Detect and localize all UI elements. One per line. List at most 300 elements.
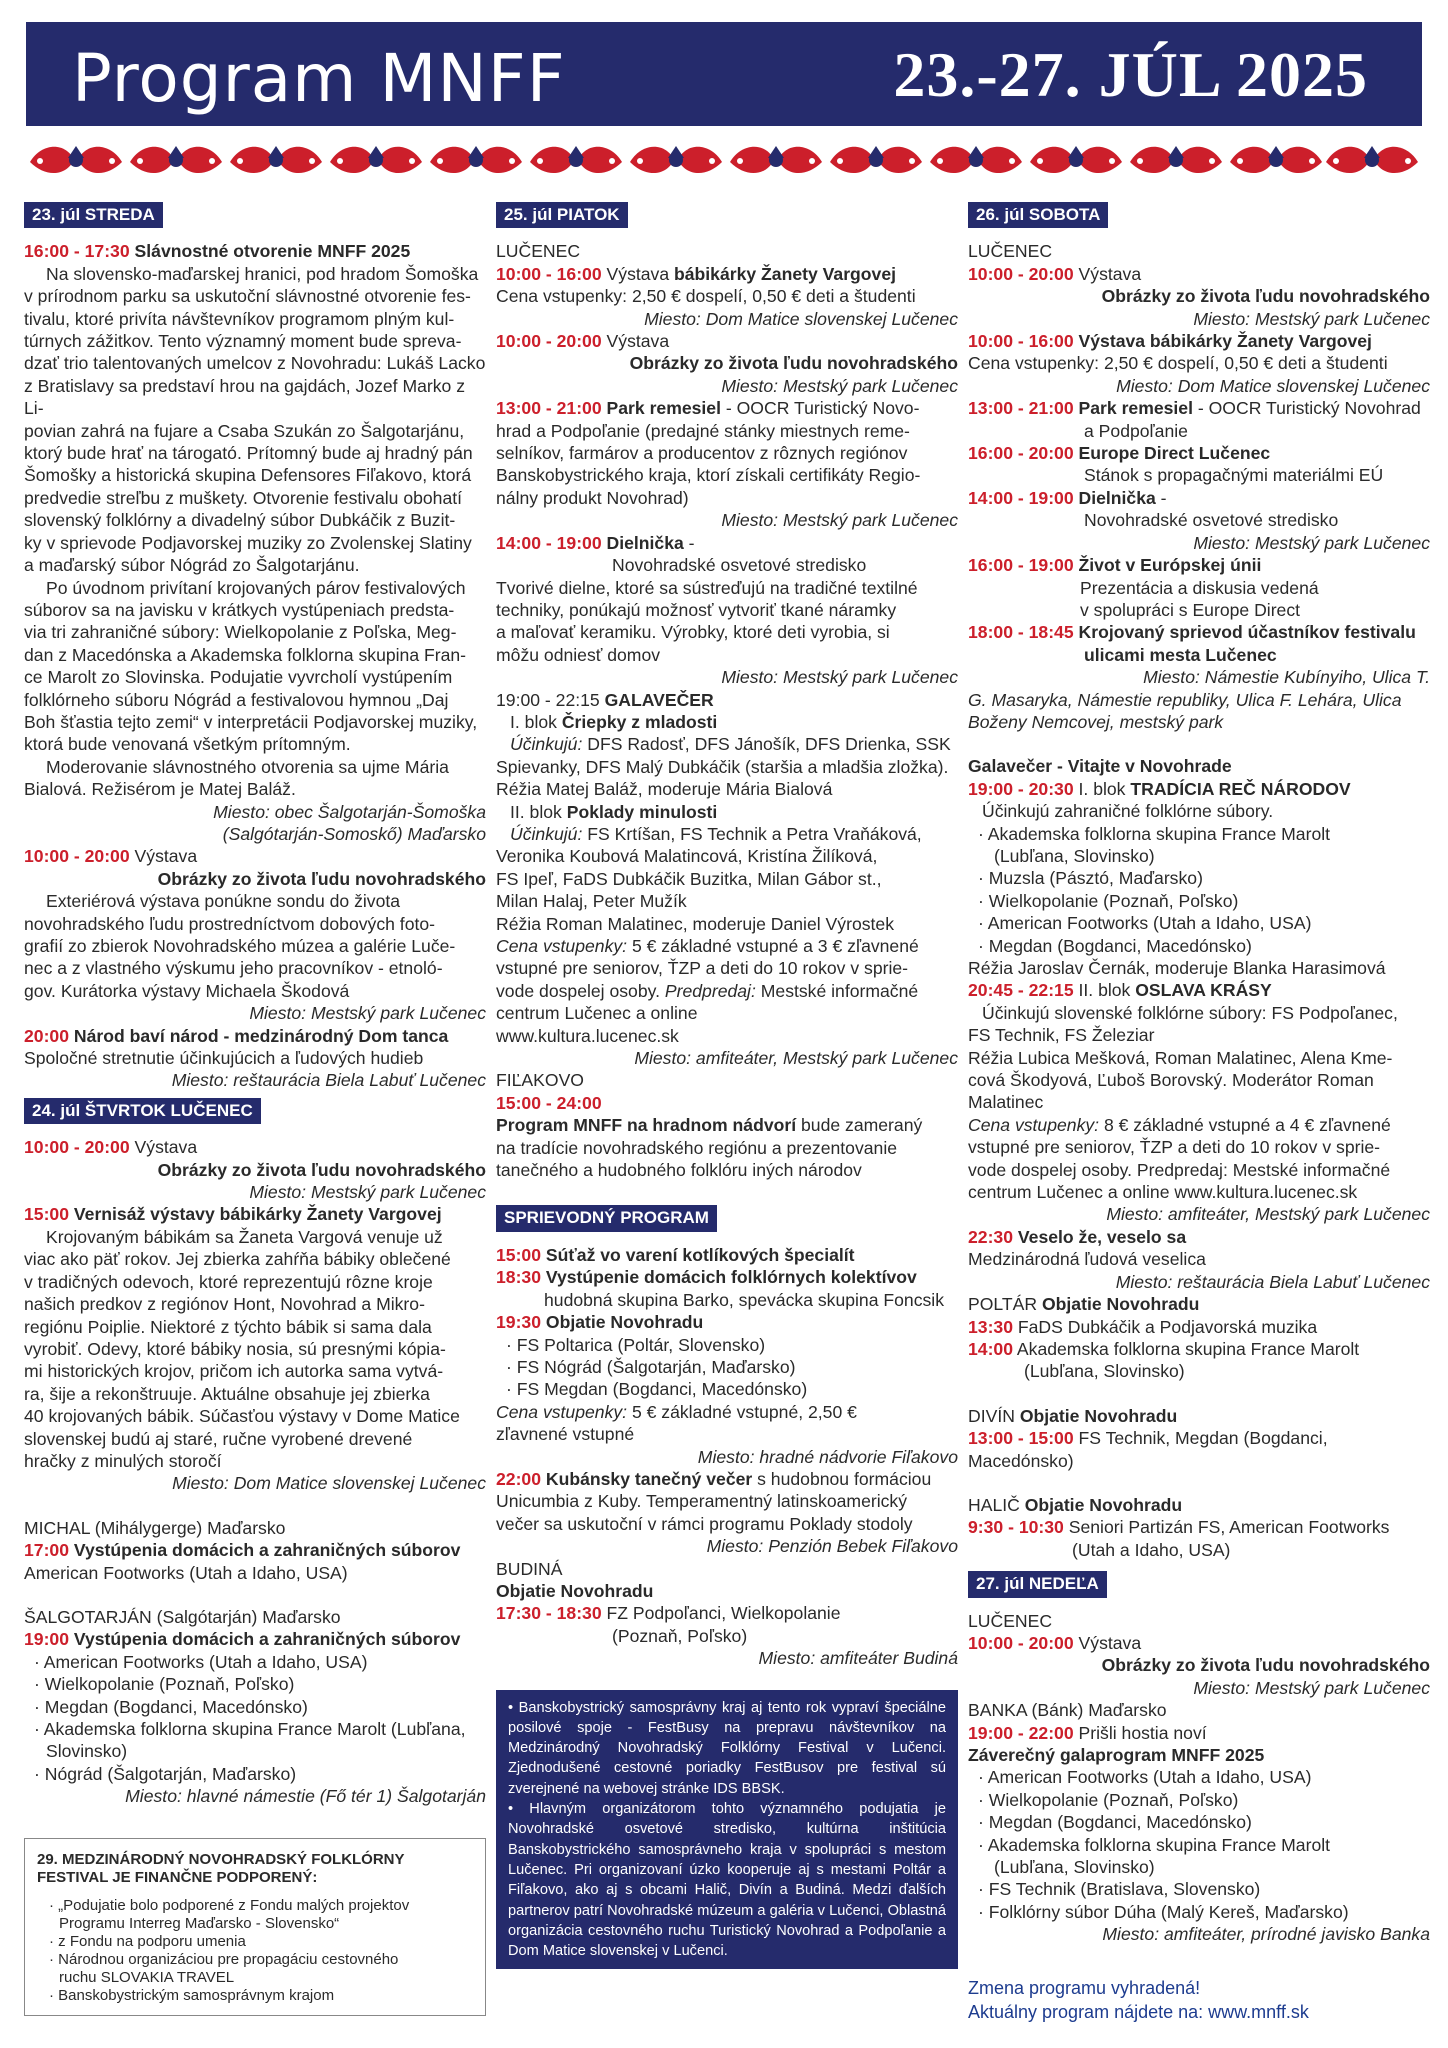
text-day27-e2-list-5: FS Technik (Bratislava, Slovensko) bbox=[988, 1879, 1261, 1900]
text-day26-price-3: vode dospelej osoby. Predpredaj: Mestské informačné bbox=[968, 1159, 1391, 1180]
text-accomp-a1-title: Súťaž vo varení kotlíkových špecialít bbox=[545, 1244, 855, 1265]
text-day26-b2-sub-1: FS Technik, FS Železiar bbox=[968, 1025, 1155, 1046]
text-day25-e4-place: Miesto: Mestský park Lučenec bbox=[721, 667, 958, 688]
text-day23-e2-desc-0: Exteriérová výstava ponúkne sondu do života bbox=[46, 891, 401, 912]
text-day23-e2-title: Obrázky zo života ľudu novohradského bbox=[157, 868, 486, 889]
text-line bbox=[496, 1401, 958, 1423]
text-day23-e1-p1-6: povian zahrá na fujare a Csaba Szukán zo Šalgotarjánu, bbox=[24, 420, 465, 441]
text-line bbox=[968, 1494, 1430, 1516]
text-support-title-1: FESTIVAL JE FINANČNE PODPORENÝ: bbox=[37, 1868, 318, 1886]
text-day25-e1-place: Miesto: Dom Matice slovenskej Lučenec bbox=[644, 308, 958, 329]
text-day23-e1-p1-10: slovenský folklórny a divadelný súbor Dubkáčik z Buzit- bbox=[24, 510, 456, 531]
text-line bbox=[37, 1851, 473, 1887]
text-day26-b1-list-0: Akademska folklorna skupina France Marolt bbox=[987, 823, 1331, 844]
text-day25-price-3: vode dospelej osoby. bbox=[496, 980, 660, 1001]
text-day24-e2-desc-0: Krojovaným bábikám sa Žaneta Vargová venuje už bbox=[46, 1226, 443, 1247]
text-day26-e4-title: Europe Direct Lučenec bbox=[1078, 443, 1271, 464]
text-day27-e2-place: Miesto: amfiteáter, prírodné javisko Banka bbox=[1102, 1924, 1430, 1945]
text-day26-p1-desc: FaDS Dubkáčik a Podjavorská muzika bbox=[1017, 1316, 1318, 1337]
text-support-items-4: ruchu SLOVAKIA TRAVEL bbox=[59, 1968, 235, 1986]
text-day26-divin-desc: FS Technik, Megdan (Bogdanci, Macedónsko) bbox=[968, 1428, 1328, 1471]
text-day23-e1-p2-3: dan z Macedónska a Akademska folklorna skupina Fran- bbox=[24, 644, 467, 665]
text-day27-e1-title: Obrázky zo života ľudu novohradského bbox=[1101, 1655, 1430, 1676]
text-day25-b2-dir: Réžia Roman Malatinec, moderuje Daniel Výrostek bbox=[496, 913, 894, 934]
text-line bbox=[968, 1516, 1430, 1538]
text-line bbox=[968, 1632, 1430, 1654]
text-day26-town1: LUČENEC bbox=[968, 241, 1053, 262]
text-day23-e2-label: Výstava bbox=[134, 846, 198, 867]
text-day25-gala-time: 19:00 - 22:15 bbox=[496, 689, 600, 710]
text-day24-e1-place: Miesto: Mestský park Lučenec bbox=[249, 1182, 486, 1203]
text-day24-michal-title: Vystúpenia domácich a zahraničných súborov bbox=[73, 1540, 461, 1561]
text-day24-e2-desc-6: mi historických krojov, pričom ich autorka sama vytvá- bbox=[24, 1361, 444, 1382]
text-day24-e2-desc-3: našich predkov z regiónov Hont, Novohrad a Mikro- bbox=[24, 1294, 425, 1315]
text-day26-p2-desc-1: (Lubľana, Slovinsko) bbox=[1024, 1361, 1185, 1382]
text-footer-l1: Zmena programu vyhradená! bbox=[968, 1977, 1201, 1998]
text-day26-b2-dir-2: Malatinec bbox=[968, 1092, 1044, 1113]
text-day27-e2-list-2: Megdan (Bogdanci, Macedónsko) bbox=[988, 1812, 1252, 1833]
text-support-items-2: z Fondu na podporu umenia bbox=[58, 1932, 246, 1950]
text-day24-e1-label: Výstava bbox=[134, 1137, 198, 1158]
text-accomp-a4-desc-0: s hudobnou formáciou bbox=[757, 1468, 932, 1489]
text-day26-e4-desc: Stánok s propagačnými materiálmi EÚ bbox=[1084, 465, 1384, 486]
text-day27-e1-label: Výstava bbox=[1078, 1632, 1142, 1653]
text-day23-e2-time: 10:00 - 20:00 bbox=[24, 846, 130, 867]
text-day26-halic-title: Objatie Novohradu bbox=[1024, 1494, 1183, 1515]
text-line bbox=[968, 263, 1430, 285]
text-day25-e4-sub: Novohradské osvetové stredisko bbox=[612, 555, 867, 576]
text-line: · Wielkopolanie (Poznaň, Poľsko) bbox=[34, 1674, 295, 1695]
text-day25-e4-desc-1: techniky, ponúkajú možnosť vytvoriť tkané náramky bbox=[496, 599, 897, 620]
text-day25-f-desc-1: na tradície novohradského regiónu a prezentovanie bbox=[496, 1137, 898, 1158]
accompanying-program-tag: SPRIEVODNÝ PROGRAM bbox=[496, 1205, 717, 1231]
text-day25-e3-desc-4: nálny produkt Novohrad) bbox=[496, 487, 689, 508]
text-day26-poltar-town: POLTÁR bbox=[968, 1294, 1038, 1315]
text-line bbox=[496, 1244, 958, 1266]
text-day25-gala-title: GALAVEČER bbox=[604, 689, 714, 710]
text-day25-e3-desc-2: selníkov, farmárov a producentov z rôznych regiónov bbox=[496, 443, 908, 464]
text-day25-e2-place: Miesto: Mestský park Lučenec bbox=[721, 375, 958, 396]
text-day25-f-desc-2: tanečného a hudobného folklóru iných národov bbox=[496, 1160, 862, 1181]
text-day26-e5-desc: Novohradské osvetové stredisko bbox=[1084, 510, 1339, 531]
text-line bbox=[968, 1226, 1430, 1248]
text-day26-e3-title: Park remesiel bbox=[1078, 398, 1193, 419]
text-day24-e2-desc-4: regiónu Poiplie. Niektoré z týchto bábik si sama dala bbox=[24, 1316, 432, 1337]
text-day26-v-desc: Medzinárodná ľudová veselica bbox=[968, 1249, 1206, 1270]
text-day26-b1: I. blok bbox=[1078, 778, 1126, 799]
text-day25-price-7: www.kultura.lucenec.sk bbox=[496, 1025, 679, 1046]
text-line bbox=[968, 554, 1430, 576]
text-day26-gala: Galavečer - Vitajte v Novohrade bbox=[968, 756, 1232, 777]
text-line bbox=[24, 1628, 486, 1650]
column-middle bbox=[496, 200, 958, 1969]
text-day26-b2-title: OSLAVA KRÁSY bbox=[1135, 980, 1272, 1001]
text-day27-town1: LUČENEC bbox=[968, 1610, 1053, 1631]
text-day23-e1-p1-5: z Bratislavy sa predstaví hrou na gajdách, Jozef Marko z Li- bbox=[24, 375, 466, 419]
text-day25-e4-desc-2: a maľovať keramiku. Výrobky, ktoré deti vyrobia, si bbox=[496, 622, 890, 643]
text-day25-e2-time: 10:00 - 20:00 bbox=[496, 331, 602, 352]
text-line bbox=[496, 689, 958, 711]
text-support-items-3: Národnou organizáciou pre propagáciu cestovného bbox=[58, 1950, 399, 1968]
text-day26-poltar-title: Objatie Novohradu bbox=[1041, 1294, 1200, 1315]
day-tag-23: 23. júl STREDA bbox=[24, 202, 163, 228]
text-day24-e2-desc-1: viac ako päť rokov. Jej zbierka zahŕňa bábiky oblečené bbox=[24, 1249, 451, 1270]
text-day23-e1-p2-6: Boh šťastia tejto zemi“ v interpretácii Podjavorskej muziky, bbox=[24, 711, 478, 732]
text-line bbox=[496, 1266, 958, 1288]
text-day23-e2-place: Miesto: Mestský park Lučenec bbox=[249, 1003, 486, 1024]
text-support-items-1: Programu Interreg Maďarsko - Slovensko“ bbox=[59, 1914, 340, 1932]
text-day25-price-4: Predpredaj: bbox=[664, 980, 756, 1001]
text-line bbox=[968, 442, 1430, 464]
text-line: · Megdan (Bogdanci, Macedónsko) bbox=[978, 1812, 1252, 1833]
text-accomp-a4-desc-2: večer sa uskutoční v rámci programu Poklady stodoly bbox=[496, 1513, 913, 1534]
text-day23-e1-time: 16:00 - 17:30 bbox=[24, 241, 130, 262]
text-day25-e3-place: Miesto: Mestský park Lučenec bbox=[721, 510, 958, 531]
text-day24-salg-town: ŠALGOTARJÁN (Salgótarján) Maďarsko bbox=[24, 1606, 341, 1627]
text-line bbox=[496, 980, 958, 1002]
text-accomp-a3-place: Miesto: hradné nádvorie Fiľakovo bbox=[697, 1446, 958, 1467]
text-line: · American Footworks (Utah a Idaho, USA) bbox=[978, 1767, 1312, 1788]
text-accomp-a2-time: 18:30 bbox=[496, 1267, 541, 1288]
text-accomp-budina-town: BUDINÁ bbox=[496, 1558, 563, 1579]
text-line bbox=[496, 823, 958, 845]
text-day23-e1-p1-7: ktorý bude hrať na tárogató. Prítomný bude aj hradný pán bbox=[24, 443, 473, 464]
text-day27-e2-list-0: American Footworks (Utah a Idaho, USA) bbox=[987, 1767, 1312, 1788]
text-day25-b2-part-0: Účinkujú: bbox=[510, 823, 583, 844]
text-day26-b1-time: 19:00 - 20:30 bbox=[968, 778, 1074, 799]
day-tag-27: 27. júl NEDEĽA bbox=[968, 1571, 1107, 1597]
text-day26-b1-list-3: Wielkopolanie (Poznaň, Poľsko) bbox=[988, 890, 1239, 911]
sponsor-box bbox=[24, 1838, 486, 2016]
text-line: 14:00 - 19:00 Dielnička - bbox=[496, 532, 695, 553]
text-day25-town2: FIĽAKOVO bbox=[496, 1070, 584, 1091]
text-day24-e2-desc-10: hračky z minulých storočí bbox=[24, 1450, 222, 1471]
text-day25-e4-desc-0: Tvorivé dielne, ktoré sa sústreďujú na tradičné textilné bbox=[496, 577, 918, 598]
text-day27-e2-list-1: Wielkopolanie (Poznaň, Poľsko) bbox=[988, 1789, 1239, 1810]
text-accomp-a3-list-1: FS Nógrád (Šalgotarján, Maďarsko) bbox=[516, 1356, 796, 1377]
text-day23-e1-p2-4: ce Marolt zo Slovinska. Podujatie vyvrcholí vystúpením bbox=[24, 667, 453, 688]
text-line bbox=[496, 263, 958, 285]
text-day24-e2-place: Miesto: Dom Matice slovenskej Lučenec bbox=[172, 1473, 486, 1494]
text-support-items-0: „Podujatie bolo podporené z Fondu malých projektov bbox=[58, 1896, 410, 1914]
text-day24-salg-time: 19:00 bbox=[24, 1629, 69, 1650]
text-day25-e1-price: Cena vstupenky: 2,50 € dospelí, 0,50 € deti a študenti bbox=[496, 286, 916, 307]
text-day26-v-time: 22:30 bbox=[968, 1226, 1013, 1247]
text-day27-e2-time: 19:00 - 22:00 bbox=[968, 1722, 1074, 1743]
text-accomp-a4-title: Kubánsky tanečný večer bbox=[545, 1468, 753, 1489]
text-day27-banka-town: BANKA (Bánk) Maďarsko bbox=[968, 1700, 1167, 1721]
day-tag-25: 25. júl PIATOK bbox=[496, 202, 628, 228]
text-day27-e1-time: 10:00 - 20:00 bbox=[968, 1632, 1074, 1653]
text-day26-b2-sub-0: Účinkujú slovenské folklórne súbory: FS Podpoľanec, bbox=[982, 1002, 1398, 1023]
day-tag-26: 26. júl SOBOTA bbox=[968, 202, 1108, 228]
text-day26-e7-time: 18:00 - 18:45 bbox=[968, 622, 1074, 643]
text-accomp-a4-place: Miesto: Penzión Bebek Fiľakovo bbox=[706, 1536, 958, 1557]
text-accomp-a2-title: Vystúpenie domácich folklórnych kolektívov bbox=[545, 1267, 917, 1288]
text-day23-e1-p1-11: ky v sprievode Podjavorskej muziky zo Zvolenskej Slatiny bbox=[24, 532, 472, 553]
text-day26-e1-time: 10:00 - 20:00 bbox=[968, 263, 1074, 284]
text-day23-e1-p1-12: a maďarský súbor Nógrád zo Šalgotarjánu. bbox=[24, 555, 360, 576]
text-accomp-budina-title: Objatie Novohradu bbox=[496, 1580, 654, 1601]
text-day25-e3-desc-3: Banskobystrického kraja, ktorí získali certifikáty Regio- bbox=[496, 465, 921, 486]
text-line bbox=[24, 1136, 486, 1158]
text-day23-e1-p1-0: Na slovensko-maďarskej hranici, pod hradom Šomoška bbox=[46, 263, 479, 284]
text-day26-halic-time: 9:30 - 10:30 bbox=[968, 1517, 1064, 1538]
text-accomp-a4-desc-1: Unicumbia z Kuby. Temperamentný latinskoamerický bbox=[496, 1491, 908, 1512]
text-day24-e2-time: 15:00 bbox=[24, 1204, 69, 1225]
text-day26-e7-title2: ulicami mesta Lučenec bbox=[1084, 644, 1277, 665]
text-day26-b1-title: TRADÍCIA REČ NÁRODOV bbox=[1130, 778, 1351, 799]
text-day23-e3-time: 20:00 bbox=[24, 1025, 69, 1046]
text-day23-e1-place-1: (Salgótarján-Somoskő) Maďarsko bbox=[222, 823, 486, 844]
text-day27-e2-list-4: (Lubľana, Slovinsko) bbox=[994, 1857, 1155, 1878]
text-line bbox=[496, 397, 958, 419]
text-day25-b2-part-3: FS Ipeľ, FaDS Dubkáčik Buzitka, Milan Gábor st., bbox=[496, 868, 882, 889]
text-day23-e1-title: Slávnostné otvorenie MNFF 2025 bbox=[134, 241, 411, 262]
text-day23-e1-p2-1: súborov sa na javisku v krátkych vystúpeniach predsta- bbox=[24, 599, 455, 620]
text-day23-e1-p1-2: tivalu, ktoré privíta návštevníkov programom plným kul- bbox=[24, 308, 455, 329]
text-line bbox=[24, 1025, 486, 1047]
text-line: · Národnou organizáciou pre propagáciu cestovného bbox=[49, 1950, 399, 1968]
text-day26-divin-title: Objatie Novohradu bbox=[1019, 1405, 1178, 1426]
day-tag-24: 24. júl ŠTVRTOK LUČENEC bbox=[24, 1098, 261, 1124]
text-day24-e2-desc-7: ra, šije a rekonštruuje. Aktuálne obsahuje jej zbierka bbox=[24, 1383, 430, 1404]
text-day27-e2-list-6: Folklórny súbor Dúha (Malý Kereš, Maďarsko) bbox=[988, 1901, 1349, 1922]
text-day25-price-1: 5 € základné vstupné a 3 € zľavnené bbox=[631, 936, 919, 956]
text-line: · Muzsla (Pásztó, Maďarsko) bbox=[978, 868, 1203, 889]
text-day26-e5-place: Miesto: Mestský park Lučenec bbox=[1193, 532, 1430, 553]
text-line bbox=[968, 1405, 1430, 1427]
text-day23-e1-p1-8: Šomošky a historická skupina Defensores Fiľakovo, ktorá bbox=[24, 465, 472, 486]
text-day23-e1-p3-0: Moderovanie slávnostného otvorenia sa ujme Mária bbox=[46, 756, 449, 777]
text-day26-price-4: centrum Lučenec a online www.kultura.lucenec.sk bbox=[968, 1182, 1358, 1203]
text-day25-e3-time: 13:00 - 21:00 bbox=[496, 398, 602, 419]
text-line bbox=[968, 1293, 1430, 1315]
text-line: · FS Technik (Bratislava, Slovensko) bbox=[978, 1879, 1261, 1900]
text-day25-e3-title: Park remesiel bbox=[606, 398, 721, 419]
folk-ornament-border bbox=[26, 138, 1422, 184]
text-day26-b1-list-1: (Lubľana, Slovinsko) bbox=[994, 845, 1155, 866]
text-line: 14:00 - 19:00 Dielnička - bbox=[968, 487, 1167, 508]
text-day27-e2-list-3: Akademska folklorna skupina France Marolt bbox=[987, 1834, 1331, 1855]
text-line: · FS Megdan (Bogdanci, Macedónsko) bbox=[506, 1379, 808, 1400]
text-day25-e4-time: 14:00 - 19:00 bbox=[496, 532, 602, 553]
text-line: · Wielkopolanie (Poznaň, Poľsko) bbox=[978, 890, 1239, 911]
text-day26-e2-title: Výstava bábikárky Žanety Vargovej bbox=[1078, 331, 1372, 352]
text-day24-salg-list-5: Nógrád (Šalgotarján, Maďarsko) bbox=[44, 1763, 297, 1784]
text-line: · Megdan (Bogdanci, Macedónsko) bbox=[978, 935, 1252, 956]
text-line: · Megdan (Bogdanci, Macedónsko) bbox=[34, 1696, 308, 1717]
text-day26-b2-dir-0: Réžia Lubica Mešková, Roman Malatinec, Alena Kme- bbox=[968, 1047, 1393, 1068]
text-day26-b2-dir-1: cová Škodyová, Ľuboš Borovský. Moderátor Roman bbox=[968, 1070, 1374, 1091]
text-line bbox=[968, 1427, 1430, 1472]
text-day26-b2-time: 20:45 - 22:15 bbox=[968, 980, 1074, 1001]
text-day24-salg-list-1: Wielkopolanie (Poznaň, Poľsko) bbox=[44, 1674, 295, 1695]
text-day25-price-5: Mestské informačné bbox=[760, 980, 919, 1001]
text-day26-e7-place-1: G. Masaryka, Námestie republiky, Ulica F. Lehára, Ulica bbox=[968, 689, 1402, 710]
text-line bbox=[968, 397, 1430, 419]
text-line bbox=[496, 1181, 958, 1203]
text-day24-michal-time: 17:00 bbox=[24, 1540, 69, 1561]
text-day25-e1-label: Výstava bbox=[606, 263, 670, 284]
text-day24-salg-list-0: American Footworks (Utah a Idaho, USA) bbox=[43, 1651, 368, 1672]
text-day25-b2-title: Poklady minulosti bbox=[566, 801, 718, 822]
text-line bbox=[968, 1383, 1430, 1405]
text-day23-e1-p2-0: Po úvodnom privítaní krojovaných párov festivalových bbox=[46, 577, 466, 598]
text-day26-price-1: 8 € základné vstupné a 4 € zľavnené bbox=[1103, 1114, 1391, 1135]
text-line bbox=[496, 733, 958, 755]
text-day23-e2-desc-2: grafií zo zbierok Novohradského múzea a galérie Luče- bbox=[24, 936, 456, 956]
text-day23-e1-place-0: Miesto: obec Šalgotarján-Šomoška bbox=[213, 801, 486, 822]
text-accomp-budina-desc-0: FZ Podpoľanci, Wielkopolanie bbox=[606, 1603, 841, 1624]
text-line bbox=[24, 845, 486, 867]
text-day25-f-time: 15:00 - 24:00 bbox=[496, 1092, 602, 1113]
text-line: · Akademska folklorna skupina France Marolt (Lubľana, bbox=[34, 1719, 466, 1739]
text-day26-b2: II. blok bbox=[1078, 980, 1131, 1001]
text-day23-e2-desc-3: nec a z vlastného výskumu jeho pracovníkov - etnoló- bbox=[24, 958, 443, 979]
text-line: · Nógrád (Šalgotarján, Maďarsko) bbox=[34, 1763, 297, 1784]
text-accomp-a3-time: 19:30 bbox=[496, 1312, 541, 1333]
text-day26-e2-place: Miesto: Dom Matice slovenskej Lučenec bbox=[1116, 375, 1430, 396]
text-day24-michal-desc: American Footworks (Utah a Idaho, USA) bbox=[24, 1562, 348, 1583]
text-line bbox=[968, 621, 1430, 643]
text-day25-e4-title: Dielnička bbox=[606, 532, 684, 553]
website-link[interactable]: Aktuálny program nájdete na: www.mnff.sk bbox=[968, 2001, 1309, 2022]
text-day25-price-2: vstupné pre seniorov, ŤZP a deti do 10 rokov v sprie- bbox=[496, 958, 909, 979]
text-day24-e1-title: Obrázky zo života ľudu novohradského bbox=[157, 1159, 486, 1180]
text-day26-b1-sub: Účinkujú zahraničné folklórne súbory. bbox=[982, 801, 1274, 822]
text-day25-b1-part-2: Spievanky, DFS Malý Dubkáčik (staršia a mladšia zložka). bbox=[496, 756, 949, 777]
text-day26-e3-desc2: a Podpoľanie bbox=[1084, 420, 1188, 441]
text-day25-gala-place: Miesto: amfiteáter, Mestský park Lučenec bbox=[634, 1048, 958, 1069]
text-day23-e3-title: Národ baví národ - medzinárodný Dom tanca bbox=[73, 1025, 449, 1046]
text-day24-salg-list-3: Akademska folklorna skupina France Marolt (Lubľana, bbox=[43, 1719, 466, 1739]
text-line: · FS Nógrád (Šalgotarján, Maďarsko) bbox=[506, 1356, 796, 1377]
text-accomp-a2-desc: hudobná skupina Barko, spevácka skupina Foncsik bbox=[544, 1289, 945, 1310]
text-accomp-a3-title: Objatie Novohradu bbox=[545, 1312, 704, 1333]
text-day25-b1-dir: Réžia Matej Baláž, moderuje Mária Bialová bbox=[496, 779, 833, 800]
text-accomp-a1-time: 15:00 bbox=[496, 1244, 541, 1265]
text-day23-e2-desc-4: gov. Kurátorka výstavy Michaela Škodová bbox=[24, 980, 350, 1001]
text-day25-f-desc-0: bude zameraný bbox=[801, 1115, 923, 1136]
text-line bbox=[968, 1316, 1430, 1338]
text-line bbox=[496, 1114, 958, 1136]
text-day26-e1-title: Obrázky zo života ľudu novohradského bbox=[1101, 286, 1430, 307]
text-line: · „Podujatie bolo podporené z Fondu malých projektov bbox=[49, 1896, 410, 1914]
text-day23-e1-p1-9: predvedie streľbu z muškety. Otvorenie festivalu obohatí bbox=[24, 487, 463, 508]
text-line bbox=[496, 801, 958, 823]
text-day26-b1-list-2: Muzsla (Pásztó, Maďarsko) bbox=[988, 868, 1203, 889]
text-day26-b1-list-5: Megdan (Bogdanci, Macedónsko) bbox=[988, 935, 1252, 956]
text-day25-b2: II. blok bbox=[510, 801, 562, 822]
text-day26-e7-place-2: Boženy Nemcovej, mestský park bbox=[968, 711, 1224, 732]
text-day24-michal-town: MICHAL (Mihálygerge) Maďarsko bbox=[24, 1517, 286, 1538]
text-line: · z Fondu na podporu umenia bbox=[49, 1932, 246, 1950]
text-day25-e1-time: 10:00 - 16:00 bbox=[496, 263, 602, 284]
text-day25-b1-part-0: Účinkujú: bbox=[510, 734, 583, 755]
festival-dates: 23.-27. JÚL 2025 bbox=[893, 39, 1368, 110]
text-day23-e1-p2-2: via tri zahraničné súbory: Wielkopolanie z Poľska, Meg- bbox=[24, 622, 457, 643]
text-day26-e6-desc-1: v spolupráci s Europe Direct bbox=[1080, 599, 1301, 620]
text-line bbox=[496, 935, 958, 957]
text-line: · Wielkopolanie (Poznaň, Poľsko) bbox=[978, 1789, 1239, 1810]
text-day24-e2-desc-8: 40 krojovaných bábik. Súčasťou výstavy v Dome Matice bbox=[24, 1406, 460, 1427]
text-line bbox=[968, 1472, 1430, 1494]
text-line bbox=[968, 733, 1430, 755]
text-line: · Folklórny súbor Dúha (Malý Kereš, Maďarsko) bbox=[978, 1901, 1349, 1922]
text-day26-p1-time: 13:30 bbox=[968, 1316, 1013, 1337]
text-day26-e7-title: Krojovaný sprievod účastníkov festivalu bbox=[1078, 622, 1416, 643]
text-day26-halic-desc-0: Seniori Partizán FS, American Footworks bbox=[1068, 1517, 1390, 1538]
text-accomp-budina-place: Miesto: amfiteáter Budiná bbox=[758, 1648, 958, 1669]
text-day24-e2-desc-5: vyrobiť. Odevy, ktoré bábiky nosia, sú presnými kópia- bbox=[24, 1338, 446, 1359]
text-day25-b2-part-2: Veronika Koubová Malatincová, Kristína Žilíková, bbox=[496, 846, 878, 867]
text-day24-e1-time: 10:00 - 20:00 bbox=[24, 1137, 130, 1158]
text-line bbox=[968, 1338, 1430, 1360]
text-line: · American Footworks (Utah a Idaho, USA) bbox=[978, 913, 1312, 934]
text-day26-price-0: Cena vstupenky: bbox=[968, 1114, 1100, 1135]
text-info-p2: • Hlavným organizátorom tohto významného podujatia je Novohradské osvetové stredisko, kultúrna inštitúcia Banskobystrického samosprávneho kraja v spolupráci s mestom Lučenec. Pri organizovaní úzko kooperuje aj s mestami Poltár a Fiľakovo, ako aj s obcami Halič, Divín a Budiná. Medzi ďalších partnerov patrí Novohradské múzeum a galéria v Lučenci, Oblastná organizácia cestovného ruchu Turistický Novohrad a Podpoľanie a Dom Matice slovenskej v Lučenci. bbox=[508, 1801, 946, 1960]
text-day25-town1: LUČENEC bbox=[496, 241, 581, 262]
text-day26-e4-time: 16:00 - 20:00 bbox=[968, 443, 1074, 464]
text-day23-e1-p3-1: Bialová. Režisérom je Matej Baláž. bbox=[24, 779, 296, 800]
text-day25-b1-part-1: DFS Radosť, DFS Jánošík, DFS Drienka, SSK bbox=[587, 734, 951, 755]
text-line bbox=[496, 1602, 958, 1624]
text-line: · FS Poltarica (Poltár, Slovensko) bbox=[506, 1334, 766, 1355]
text-line: · Akademska folklorna skupina France Marolt bbox=[978, 1834, 1331, 1855]
text-day25-b1-title: Čriepky z mladosti bbox=[561, 711, 718, 732]
text-line bbox=[968, 979, 1430, 1001]
text-day26-b1-list-4: American Footworks (Utah a Idaho, USA) bbox=[987, 913, 1312, 934]
text-day27-e1-place: Miesto: Mestský park Lučenec bbox=[1193, 1677, 1430, 1698]
text-day26-v-place: Miesto: reštaurácia Biela Labuť Lučenec bbox=[1115, 1271, 1430, 1292]
text-day24-e2-title: Vernisáž výstavy bábikárky Žanety Vargovej bbox=[73, 1204, 442, 1225]
text-day25-e3-desc-0: - OOCR Turistický Novo- bbox=[725, 398, 920, 419]
text-line bbox=[968, 330, 1430, 352]
text-support-items-5: Banskobystrickým samosprávnym krajom bbox=[58, 1986, 335, 2004]
text-line bbox=[968, 778, 1430, 800]
text-day26-e6-title: Život v Európskej únii bbox=[1078, 555, 1262, 576]
text-day25-e2-label: Výstava bbox=[606, 331, 670, 352]
text-line bbox=[496, 1468, 958, 1490]
text-day23-e1-p2-5: folklórneho súboru Nógrád a festivalovou hymnou „Daj bbox=[24, 689, 449, 710]
text-accomp-a3-price-1: 5 € základné vstupné, 2,50 € bbox=[631, 1401, 857, 1422]
text-day24-e2-desc-2: v tradičných odevoch, ktoré reprezentujú rôzne kroje bbox=[24, 1271, 433, 1292]
text-day24-salg-place: Miesto: hlavné námestie (Fő tér 1) Šalgotarján bbox=[125, 1786, 486, 1807]
text-accomp-a3-price-2: zľavnené vstupné bbox=[496, 1424, 635, 1445]
text-day26-halic-desc-1: (Utah a Idaho, USA) bbox=[1072, 1539, 1231, 1560]
text-day24-salg-list-4: Slovinsko) bbox=[46, 1741, 128, 1762]
text-day26-e6-time: 16:00 - 19:00 bbox=[968, 555, 1074, 576]
text-line: · American Footworks (Utah a Idaho, USA) bbox=[34, 1651, 368, 1672]
text-day24-salg-title: Vystúpenia domácich a zahraničných súborov bbox=[73, 1629, 461, 1650]
text-day25-e3-desc-1: hrad a Podpoľanie (predajné stánky miestnych reme- bbox=[496, 420, 910, 441]
text-day26-price-2: vstupné pre seniorov, ŤZP a deti do 10 rokov v sprie- bbox=[968, 1137, 1381, 1158]
text-line bbox=[24, 240, 486, 262]
text-support-title-0: 29. MEDZINÁRODNÝ NOVOHRADSKÝ FOLKLÓRNY bbox=[37, 1850, 405, 1868]
text-accomp-a3-price-0: Cena vstupenky: bbox=[496, 1401, 628, 1422]
text-accomp-a3-list-2: FS Megdan (Bogdanci, Macedónsko) bbox=[516, 1379, 808, 1400]
text-day26-e2-price: Cena vstupenky: 2,50 € dospelí, 0,50 € deti a študenti bbox=[968, 353, 1388, 374]
text-day25-price-0: Cena vstupenky: bbox=[496, 936, 628, 956]
text-line bbox=[24, 1584, 486, 1606]
text-accomp-budina-desc-1: (Poznaň, Poľsko) bbox=[612, 1625, 748, 1646]
text-day25-e4-desc-3: môžu odniesť domov bbox=[496, 644, 661, 665]
text-day25-b2-part-4: Milan Halaj, Peter Mužík bbox=[496, 891, 687, 912]
text-day26-e5-title: Dielnička bbox=[1078, 487, 1156, 508]
text-day26-divin-town: DIVÍN bbox=[968, 1405, 1015, 1426]
text-day26-gala-place: Miesto: amfiteáter, Mestský park Lučenec bbox=[1106, 1204, 1430, 1225]
